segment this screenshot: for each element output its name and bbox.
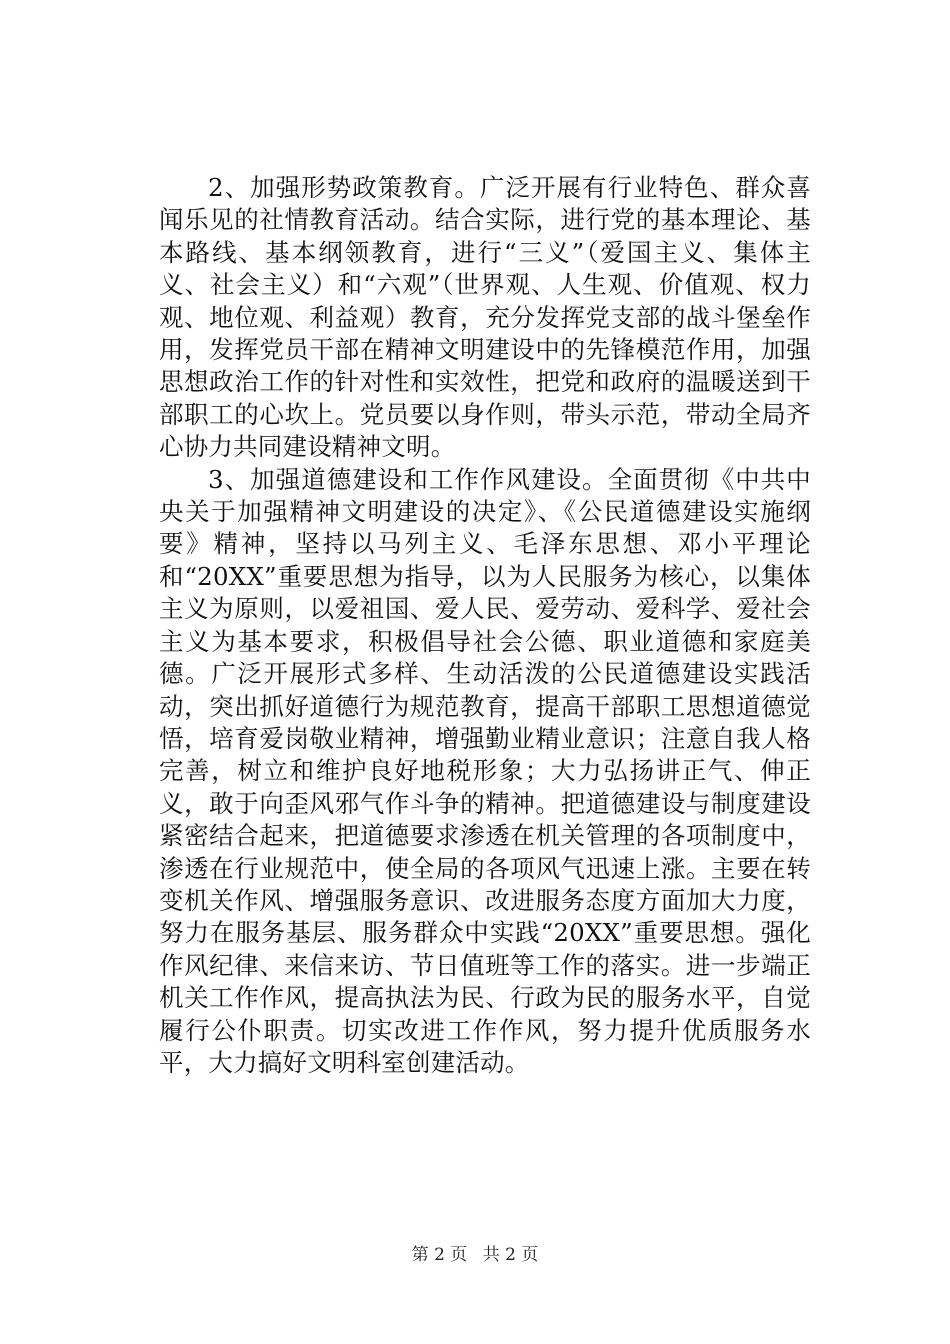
paragraph-3: 3、加强道德建设和工作作风建设。全面贯彻《中共中央关于加强精神文明建设的决定》、《公民道德建设实施纲要》精神，坚持以马列主义、毛泽东思想、邓小平理论和“20XX”重要思想为指导，以为人民服务为核心，以集体主义为原则，以爱祖国、爱人民、爱劳动、爱科学、爱社会主义为基本要求，积极倡导社会公德、职业道德和家庭美德。广泛开展形式多样、生动活泼的公民道德建设实践活动，突出抓好道德行为规范教育，提高干部职工思想道德觉悟，培育爱岗敬业精神，增强勤业精业意识；注意自我人格完善，树立和维护良好地税形象；大力弘扬讲正气、伸正义，敢于向歪风邪气作斗争的精神。把道德建设与制度建设紧密结合起来，把道德要求渗透在机关管理的各项制度中，渗透在行业规范中，使全局的各项风气迅速上涨。主要在转变机关作风、增强服务意识、改进服务态度方面加大力度，努力在服务基层、服务群众中实践“20XX”重要思想。强化作风纪律、来信来访、节日值班等工作的落实。进一步端正机关工作作风，提高执法为民、行政为民的服务水平，自觉履行公仆职责。切实改进工作作风，努力提升优质服务水平，大力搞好文明科室创建活动。 (159, 464, 811, 1077)
page-footer (0, 1244, 950, 1266)
paragraph-2: 2、加强形势政策教育。广泛开展有行业特色、群众喜闻乐见的社情教育活动。结合实际，进行党的基本理论、基本路线、基本纲领教育，进行“三义”（爱国主义、集体主义、社会主义）和“六观”（世界观、人生观、价值观、权力观、地位观、利益观）教育，充分发挥党支部的战斗堡垒作用，发挥党员干部在精神文明建设中的先锋模范作用，加强思想政治工作的针对性和实效性，把党和政府的温暖送到干部职工的心坎上。党员要以身作则，带头示范，带动全局齐心协力共同建设精神文明。 (159, 173, 811, 462)
page-total: 共 2 页 (482, 1245, 539, 1265)
document-body (159, 172, 811, 1079)
page-number: 第 2 页 (411, 1245, 468, 1265)
